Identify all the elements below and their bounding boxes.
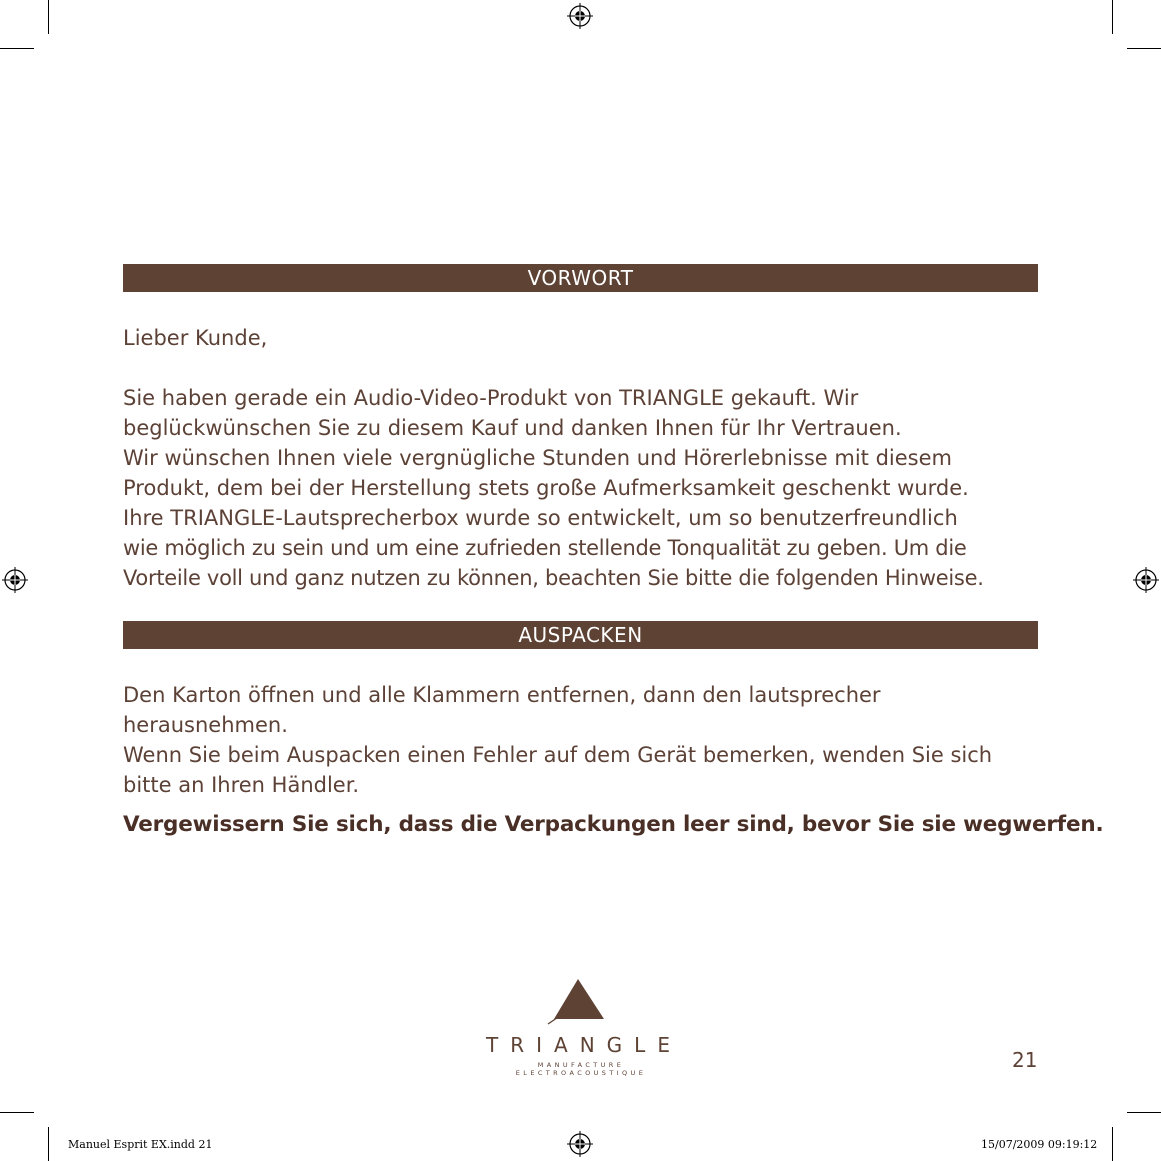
foreword-line: Vorteile voll und ganz nutzen zu können, beachten Sie bitte die folgenden Hinweise.: [123, 566, 984, 590]
crop-mark-bottom-left-v: [48, 1127, 49, 1161]
registration-mark-left: [2, 567, 28, 593]
unpacking-line: herausnehmen.: [123, 713, 288, 737]
section-title-foreword: VORWORT: [527, 266, 634, 290]
section-header-unpacking: [123, 621, 1038, 649]
crop-mark-bottom-left-h: [0, 1112, 34, 1113]
print-slug-timestamp: 15/07/2009 09:19:12: [981, 1138, 1098, 1151]
registration-mark-top: [567, 3, 593, 29]
foreword-body: [123, 383, 1043, 593]
salutation: [123, 323, 1043, 353]
print-slug-file: Manuel Esprit EX.indd 21: [68, 1138, 213, 1151]
foreword-line: wie möglich zu sein und um eine zufrieden stellende Tonqualität zu geben. Um die: [123, 536, 967, 560]
triangle-logo: [470, 975, 690, 1075]
unpacking-warning: Vergewissern Sie sich, dass die Verpackungen leer sind, bevor Sie sie wegwerfen.: [123, 812, 1104, 837]
logo-tagline: MANUFACTURE ELECTROACOUSTIQUE: [515, 1061, 647, 1077]
crop-mark-bottom-right-h: [1127, 1112, 1161, 1113]
foreword-line: Wir wünschen Ihnen viele vergnügliche Stunden und Hörerlebnisse mit diesem: [123, 446, 952, 470]
section-header-foreword: [123, 264, 1038, 292]
registration-mark-right: [1133, 567, 1159, 593]
foreword-line: Sie haben gerade ein Audio-Video-Produkt von TRIANGLE gekauft. Wir: [123, 386, 859, 410]
unpacking-line: bitte an Ihren Händler.: [123, 773, 360, 797]
salutation-text: Lieber Kunde,: [123, 326, 268, 350]
page-number: 21: [1012, 1048, 1038, 1072]
foreword-line: Ihre TRIANGLE-Lautsprecherbox wurde so entwickelt, um so benutzerfreundlich: [123, 506, 958, 530]
crop-mark-bottom-right-v: [1112, 1127, 1113, 1161]
unpacking-body: [123, 680, 1043, 800]
crop-mark-top-right-h: [1127, 48, 1161, 49]
logo-wordmark: TRIANGLE: [486, 1033, 682, 1057]
triangle-logo-icon: [470, 975, 686, 1035]
unpacking-line: Wenn Sie beim Auspacken einen Fehler auf dem Gerät bemerken, wenden Sie sich: [123, 743, 993, 767]
crop-mark-top-left-h: [0, 48, 34, 49]
crop-mark-top-right-v: [1112, 0, 1113, 34]
unpacking-line: Den Karton öffnen und alle Klammern entfernen, dann den lautsprecher: [123, 683, 881, 707]
registration-mark-bottom: [567, 1131, 593, 1157]
foreword-line: beglückwünschen Sie zu diesem Kauf und danken Ihnen für Ihr Vertrauen.: [123, 416, 902, 440]
foreword-line: Produkt, dem bei der Herstellung stets große Aufmerksamkeit geschenkt wurde.: [123, 476, 969, 500]
section-title-unpacking: AUSPACKEN: [518, 623, 643, 647]
crop-mark-top-left-v: [48, 0, 49, 34]
